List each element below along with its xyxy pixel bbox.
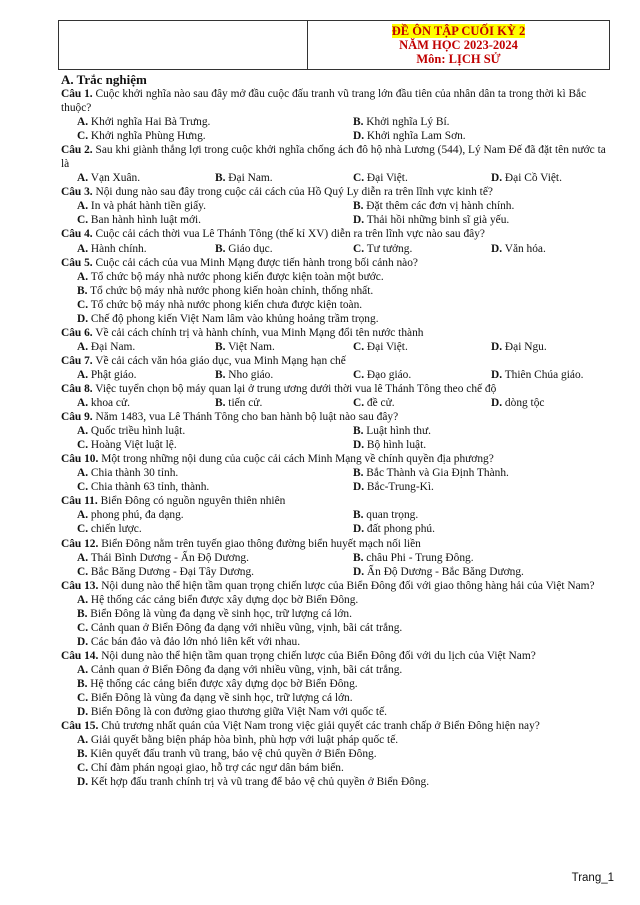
answer-option [61,733,613,747]
answer-options [61,424,613,452]
option-text: Bắc Thành và Gia Định Thành. [363,467,509,480]
question-stem [61,87,613,115]
answer-option [61,199,337,213]
question-stem [61,143,613,171]
question-number: Câu 2. [61,144,93,157]
answer-options [61,733,613,789]
answer-option [337,242,475,256]
answer-option [61,551,337,565]
question-text: Về cải cách văn hóa giáo dục, vua Minh Mạng hạn chế [92,354,346,367]
option-letter: C. [77,214,89,227]
option-letter: C. [353,242,365,255]
question-number: Câu 13. [61,579,99,592]
question-12 [61,537,613,579]
option-text: Luật hình thư. [363,425,432,438]
option-letter: B. [77,284,88,297]
answer-options [61,115,613,143]
subject: Môn: LỊCH SỬ [416,52,501,66]
option-text: Chỉ đàm phán ngoại giao, hỗ trợ các ngư dân bám biển. [88,762,344,775]
option-text: tiến cử. [225,397,263,410]
option-text: khoa cử. [88,397,130,410]
question-number: Câu 5. [61,256,93,269]
answer-option [475,396,613,410]
question-stem [61,326,613,340]
section-title: A. Trắc nghiệm [61,72,147,87]
option-letter: D. [353,214,365,227]
option-letter: B. [215,397,226,410]
answer-option [61,607,613,621]
option-text: Đại Nam. [88,340,136,353]
answer-option [61,593,613,607]
school-year: NĂM HỌC 2023-2024 [399,38,518,52]
option-letter: C. [77,565,89,578]
question-number: Câu 7. [61,354,93,367]
answer-option [337,115,613,129]
answer-option [61,621,613,635]
question-text: Năm 1483, vua Lê Thánh Tông cho ban hành bộ luật nào sau đây? [92,411,399,424]
question-text: Nội dung nào thể hiện tầm quan trọng chiến lược của Biển Đông đối với du lịch của Việt Nam? [98,649,536,662]
option-letter: B. [77,748,88,761]
answer-option [61,438,337,452]
answer-options [61,340,613,354]
answer-option [61,761,613,775]
option-letter: A. [77,242,89,255]
option-letter: D. [491,242,503,255]
answer-option [61,508,337,522]
answer-options [61,396,613,410]
option-letter: C. [77,692,89,705]
option-letter: D. [77,776,89,789]
question-number: Câu 11. [61,495,98,508]
option-text: Bộ hình luật. [364,439,427,452]
question-stem [61,719,613,733]
answer-option [61,565,337,579]
question-stem [61,410,613,424]
option-text: Biển Đông là con đường giao thương giữa Việt Nam với quốc tế. [88,706,387,719]
question-6 [61,326,613,354]
answer-option [61,129,337,143]
option-letter: A. [77,116,89,129]
option-text: Hành chính. [88,242,147,255]
option-letter: A. [77,509,89,522]
question-number: Câu 9. [61,411,93,424]
answer-option [337,129,613,143]
option-text: phong phú, đa dạng. [88,509,184,522]
option-letter: A. [77,368,89,381]
option-letter: B. [215,368,226,381]
question-stem [61,185,613,199]
answer-option [61,284,613,298]
question-15 [61,719,613,789]
question-text: Chủ trương nhất quán của Việt Nam trong việc giải quyết các tranh chấp ở Biển Đông hiện nay? [98,720,540,733]
answer-option [61,396,199,410]
option-letter: A. [77,593,89,606]
option-letter: D. [353,565,365,578]
option-letter: C. [77,621,89,634]
option-text: Kiên quyết đấu tranh vũ trang, bảo vệ chủ quyền ở Biển Đông. [87,748,377,761]
option-text: Đặt thêm các đơn vị hành chính. [363,200,515,213]
option-letter: A. [77,467,89,480]
answer-option [61,242,199,256]
option-text: Đạo giáo. [364,368,412,381]
question-1 [61,87,613,143]
answer-option [337,551,613,565]
option-letter: B. [353,509,364,522]
question-13 [61,579,613,649]
answer-option [337,424,613,438]
option-letter: A. [77,551,89,564]
question-stem [61,537,613,551]
option-text: Bắc Băng Dương - Đại Tây Dương. [88,565,254,578]
question-stem [61,354,613,368]
answer-option [61,747,613,761]
answer-option [337,340,475,354]
option-letter: A. [77,200,89,213]
option-letter: C. [353,397,365,410]
answer-option [475,368,613,382]
answer-options [61,663,613,719]
option-letter: B. [77,677,88,690]
question-number: Câu 6. [61,326,93,339]
option-text: đất phong phú. [364,523,435,536]
answer-options [61,551,613,579]
question-stem [61,649,613,663]
question-text: Sau khi giành thắng lợi trong cuộc khởi nghĩa chống ách đô hộ nhà Lương (544), Lý Nam Đế đã đặt tên nước ta là [61,144,606,171]
answer-option [61,775,613,789]
option-text: Phật giáo. [88,368,137,381]
question-text: Biển Đông nằm trên tuyến giao thông đường biển huyết mạch nối liền [98,537,421,550]
answer-option [337,368,475,382]
option-letter: D. [353,439,365,452]
answer-option [337,438,613,452]
question-11 [61,494,613,536]
question-text: Nội dung nào sau đây trong cuộc cải cách của Hồ Quý Ly diễn ra trên lĩnh vực kinh tế? [92,186,493,199]
answer-option [61,466,337,480]
option-letter: C. [77,481,89,494]
option-text: Biển Đông là vùng đa dạng về sinh học, trữ lượng cá lớn. [88,692,353,705]
answer-option [61,705,613,719]
answer-options [61,242,613,256]
option-letter: A. [77,397,89,410]
option-text: châu Phi - Trung Đông. [363,551,474,564]
answer-option [61,522,337,536]
option-letter: D. [353,481,365,494]
option-text: Vạn Xuân. [88,172,141,185]
answer-option [199,171,337,185]
option-text: Văn hóa. [502,242,546,255]
option-text: Việt Nam. [225,340,275,353]
question-8 [61,382,613,410]
option-letter: A. [77,425,89,438]
option-text: Bắc-Trung-Kì. [364,481,434,494]
option-text: Tư tưởng. [364,242,413,255]
option-letter: D. [353,523,365,536]
option-letter: C. [77,523,89,536]
option-letter: A. [77,172,89,185]
option-letter: A. [77,663,89,676]
header-box [58,20,610,70]
option-text: Tổ chức bộ máy nhà nước phong kiến hoàn chỉnh, thống nhất. [87,284,374,297]
option-text: Giáo dục. [225,242,273,255]
question-list [61,72,613,789]
option-letter: B. [353,425,364,438]
answer-option [337,522,613,536]
option-letter: C. [77,439,89,452]
answer-option [199,368,337,382]
question-text: Một trong những nội dung của cuộc cải cách Minh Mạng về chính quyền địa phương? [98,453,494,466]
option-text: Khởi nghĩa Lam Sơn. [364,130,466,143]
question-number: Câu 8. [61,382,93,395]
answer-options [61,270,613,326]
question-number: Câu 15. [61,720,99,733]
answer-options [61,593,613,649]
option-letter: D. [77,635,89,648]
answer-option [61,340,199,354]
option-letter: D. [491,340,503,353]
option-letter: D. [491,172,503,185]
question-5 [61,256,613,326]
option-letter: B. [353,551,364,564]
answer-option [475,171,613,185]
question-4 [61,227,613,255]
option-letter: D. [353,130,365,143]
option-text: Ban hành hình luật mới. [88,214,202,227]
option-text: Thái Bình Dương - Ấn Độ Dương. [88,551,249,564]
header-right-cell [308,21,609,69]
answer-option [61,368,199,382]
option-text: Thiên Chúa giáo. [502,368,584,381]
option-letter: C. [353,368,365,381]
option-letter: B. [215,172,226,185]
exam-title: ĐỀ ÔN TẬP CUỐI KỲ 2 [391,24,526,38]
question-number: Câu 1. [61,88,93,100]
question-number: Câu 3. [61,186,93,199]
answer-option [61,312,613,326]
answer-option [61,635,613,649]
answer-option [61,171,199,185]
option-letter: D. [77,312,89,325]
question-14 [61,649,613,719]
answer-option [61,213,337,227]
option-text: Đại Ngu. [502,340,547,353]
option-text: Giải quyết bằng biện pháp hòa bình, phù hợp với luật pháp quốc tế. [88,734,399,747]
option-letter: C. [77,298,89,311]
question-number: Câu 12. [61,537,99,550]
question-9 [61,410,613,452]
question-7 [61,354,613,382]
option-text: Đại Nam. [225,172,273,185]
answer-option [475,340,613,354]
question-stem [61,227,613,241]
question-text: Cuộc khởi nghĩa nào sau đây mở đầu cuộc đấu tranh vũ trang lớn đầu tiên của nhân dân ta trong thời kì Bắc thuộc? [61,88,587,115]
question-text: Nội dung nào thể hiện tầm quan trọng chiến lược của Biển Đông đối với giao thông hàng hải của Việt Nam? [98,579,595,592]
option-letter: C. [77,130,89,143]
option-letter: A. [77,340,89,353]
answer-option [337,213,613,227]
option-letter: B. [215,340,226,353]
option-text: Các bán đảo và đảo lớn nhỏ liên kết với nhau. [88,635,301,648]
option-text: Ấn Độ Dương - Bắc Băng Dương. [364,565,524,578]
option-letter: D. [77,706,89,719]
option-letter: D. [491,397,503,410]
option-text: Chia thành 63 tỉnh, thành. [88,481,210,494]
answer-options [61,171,613,185]
option-letter: A. [77,734,89,747]
answer-option [337,466,613,480]
answer-option [337,565,613,579]
answer-option [61,480,337,494]
answer-option [61,424,337,438]
answer-options [61,508,613,536]
question-text: Biển Đông có nguồn nguyên thiên nhiên [97,495,286,508]
answer-options [61,199,613,227]
option-text: Hệ thống các cảng biển được xây dựng dọc bờ Biển Đông. [87,677,358,690]
answer-option [61,298,613,312]
option-text: Chia thành 30 tỉnh. [88,467,179,480]
option-text: Biển Đông là vùng đa dạng về sinh học, trữ lượng cá lớn. [87,607,352,620]
option-text: Thải hồi những binh sĩ già yếu. [364,214,510,227]
option-letter: B. [77,607,88,620]
question-number: Câu 14. [61,649,99,662]
option-text: Đại Việt. [364,340,408,353]
answer-option [61,115,337,129]
option-text: Khởi nghĩa Hai Bà Trưng. [88,116,211,129]
question-text: Về cải cách chính trị và hành chính, vua Minh Mạng đổi tên nước thành [92,326,424,339]
option-letter: B. [215,242,226,255]
option-text: Tổ chức bộ máy nhà nước phong kiến được kiện toàn một bước. [88,270,384,283]
answer-option [337,199,613,213]
option-text: chiến lược. [88,523,142,536]
question-stem [61,452,613,466]
question-stem [61,579,613,593]
question-number: Câu 4. [61,228,93,241]
option-letter: C. [353,340,365,353]
option-text: Quốc triều hình luật. [88,425,186,438]
question-stem [61,494,613,508]
option-text: dòng tộc [502,397,545,410]
option-text: Đại Cồ Việt. [502,172,562,185]
question-10 [61,452,613,494]
question-stem [61,382,613,396]
option-letter: C. [353,172,365,185]
answer-option [61,270,613,284]
question-number: Câu 10. [61,453,99,466]
option-text: Đại Việt. [364,172,408,185]
answer-options [61,368,613,382]
question-text: Cuộc cải cách của vua Minh Mạng được tiến hành trong bối cảnh nào? [92,256,418,269]
answer-option [337,480,613,494]
option-text: Khởi nghĩa Phùng Hưng. [88,130,206,143]
answer-option [199,242,337,256]
answer-option [61,677,613,691]
question-text: Cuộc cải cách thời vua Lê Thánh Tông (thế kỉ XV) diễn ra trên lĩnh vực nào sau đây? [92,228,485,241]
option-text: Chế độ phong kiến Việt Nam lâm vào khủng hoảng trầm trọng. [88,312,379,325]
answer-option [199,396,337,410]
option-letter: A. [77,270,89,283]
answer-option [199,340,337,354]
option-letter: B. [353,116,364,129]
answer-options [61,466,613,494]
option-text: Kết hợp đấu tranh chính trị và vũ trang để bảo vệ chủ quyền ở Biển Đông. [88,776,430,789]
answer-option [61,663,613,677]
answer-option [337,508,613,522]
question-text: Việc tuyển chọn bộ máy quan lại ở trung ương dưới thời vua lê Thánh Tông theo chế độ [92,382,497,395]
option-text: In và phát hành tiền giấy. [88,200,206,213]
answer-option [475,242,613,256]
option-letter: B. [353,200,364,213]
option-text: đề cử. [364,397,395,410]
question-2 [61,143,613,185]
option-text: Tổ chức bộ máy nhà nước phong kiến chưa được kiện toàn. [88,298,363,311]
option-text: Hệ thống các cảng biển được xây dựng dọc bờ Biển Đông. [88,593,359,606]
option-letter: D. [491,368,503,381]
option-text: Khởi nghĩa Lý Bí. [363,116,450,129]
option-text: Cảnh quan ở Biển Đông đa dạng với nhiều vũng, vịnh, bãi cát trắng. [88,663,403,676]
question-3 [61,185,613,227]
answer-option [61,691,613,705]
page-footer: Trang_1 [571,872,614,884]
option-text: Nho giáo. [225,368,274,381]
header-left-cell [59,21,308,69]
answer-option [337,396,475,410]
option-text: Hoàng Việt luật lệ. [88,439,177,452]
option-letter: C. [77,762,89,775]
answer-option [337,171,475,185]
option-letter: B. [353,467,364,480]
question-stem [61,256,613,270]
option-text: Cảnh quan ở Biển Đông đa dạng với nhiều vũng, vịnh, bãi cát trắng. [88,621,403,634]
option-text: quan trọng. [363,509,419,522]
